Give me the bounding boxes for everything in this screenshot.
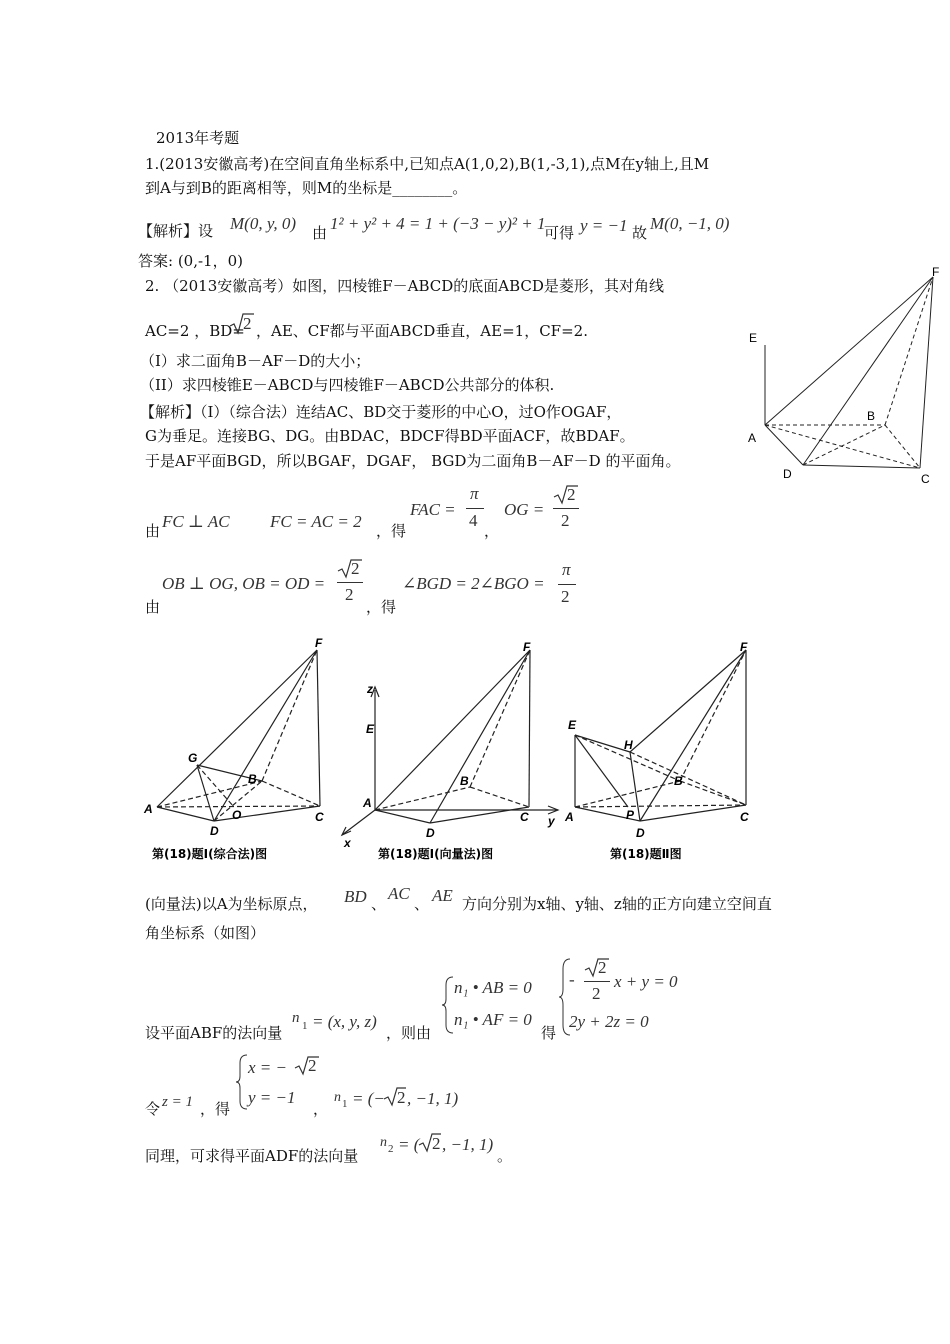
sys2-radicand: 2 xyxy=(598,958,607,977)
q2-sol-line1: 【解析】（I）（综合法）连结AC、BD交于菱形的中心O，过O作OGAF， xyxy=(140,403,622,421)
tongli-text: 同理，可求得平面ADF的法向量 xyxy=(145,1147,359,1165)
fig3-caption: 第(18)题Ⅱ图 xyxy=(610,847,682,861)
ob-radicand: 2 xyxy=(351,559,360,578)
abf-n1xyz: = (x, y, z) xyxy=(312,1012,377,1031)
label-c: C xyxy=(921,472,930,486)
q1-m-result: M(0, −1, 0) xyxy=(650,214,730,233)
vec-line1a: (向量法)以A为坐标原点， xyxy=(145,895,318,913)
page-heading: 2013年考题 xyxy=(156,129,240,147)
pyramid-figure xyxy=(745,260,945,490)
fig1-label-f: F xyxy=(315,636,323,650)
q1-equation: 1² + y² + 4 = 1 + (−3 − y)² + 1 xyxy=(330,214,546,233)
fig2-label-a: A xyxy=(363,796,372,810)
label-f: F xyxy=(932,265,940,279)
og-radicand: 2 xyxy=(567,485,576,504)
sys1-eq1: n₁ • AB = 0 xyxy=(454,978,532,997)
fig3-label-a: A xyxy=(565,810,574,824)
deriv2-ob: OB ⊥ OG, OB = OD = xyxy=(162,574,326,593)
ling: 令 xyxy=(145,1100,161,1118)
q1-m-point: M(0, y, 0) xyxy=(230,214,297,233)
n1-subscript: 1 xyxy=(342,1098,348,1110)
fig1-label-d: D xyxy=(210,824,219,838)
q1-line2: 到A与到B的距离相等，则M的坐标是________。 xyxy=(145,179,468,197)
sqrt2-bd xyxy=(229,312,255,340)
q2-part2: （II）求四棱锥E－ABCD与四棱锥F－ABCD公共部分的体积. xyxy=(140,376,555,394)
fig3-label-p: P xyxy=(626,808,635,822)
frac-bar xyxy=(337,582,363,583)
final-period: 。 xyxy=(497,1147,513,1165)
deriv1-de: ，得 xyxy=(376,522,407,540)
q2-part1: （I）求二面角B－AF－D的大小； xyxy=(140,352,371,370)
fig3-label-h: H xyxy=(624,738,633,752)
og-denominator: 2 xyxy=(561,511,570,530)
frac-four: 4 xyxy=(469,511,478,530)
sys2-denominator: 2 xyxy=(592,984,601,1003)
label-b: B xyxy=(867,409,876,423)
figure-part2 xyxy=(560,635,760,865)
q2-sol-line2: G为垂足。连接BG、DG。由BDAC，BDCF得BD平面ACF，故BDAF。 xyxy=(145,427,635,445)
vec-bd: BD xyxy=(344,887,367,906)
frac-bar xyxy=(466,508,484,509)
deriv2-bgd: ∠BGD = 2∠BGO = xyxy=(402,574,545,593)
deriv1-comma: ， xyxy=(484,522,500,540)
n2-result: = ( xyxy=(398,1135,420,1154)
sys2-eq1-tail: x + y = 0 xyxy=(614,972,678,991)
fig2-label-y: y xyxy=(548,814,555,828)
fig2-label-c: C xyxy=(520,810,529,824)
label-d: D xyxy=(783,467,792,481)
vec-line1b: 方向分别为x轴、y轴、z轴的正方向建立空间直 xyxy=(462,895,772,913)
n2-tail: , −1, 1) xyxy=(442,1135,494,1154)
vec-ae: AE xyxy=(432,886,453,905)
n1-symbol: n xyxy=(334,1090,341,1105)
q1-gu: 故 xyxy=(632,224,648,242)
fig3-label-f: F xyxy=(740,640,748,654)
fig1-label-b: B xyxy=(248,772,257,786)
fig3-label-b: B xyxy=(674,774,683,788)
deriv1-fc-eq: FC = AC = 2 xyxy=(270,512,362,531)
deriv1-fc-perp: FC ⊥ AC xyxy=(162,512,230,531)
abf-text1: 设平面ABF的法向量 xyxy=(145,1024,283,1042)
sys2-eq2: 2y + 2z = 0 xyxy=(569,1012,649,1031)
deriv2-de: ，得 xyxy=(366,598,397,616)
q1-you: 由 xyxy=(312,224,328,242)
n2-symbol: n xyxy=(380,1135,387,1150)
vec-ac: AC xyxy=(388,884,410,903)
sys2-minus: - xyxy=(569,970,575,989)
n2-radicand: 2 xyxy=(432,1134,441,1153)
fig2-caption: 第(18)题Ⅰ(向量法)图 xyxy=(378,847,494,861)
frac-bar xyxy=(553,508,579,509)
q1-y-value: y = −1 xyxy=(580,216,628,235)
frac-pi: π xyxy=(470,484,479,503)
deriv1-you: 由 xyxy=(145,522,161,540)
z-eq-1: z = 1 xyxy=(162,1094,193,1110)
de4: ，得 xyxy=(200,1100,231,1118)
sys1-eq2: n₁ • AF = 0 xyxy=(454,1010,532,1029)
fig3-label-c: C xyxy=(740,810,749,824)
fig2-label-b: B xyxy=(460,774,469,788)
figure-vector xyxy=(330,635,570,865)
q1-kede: 可得 xyxy=(544,224,575,242)
ob-denominator: 2 xyxy=(345,585,354,604)
x-eq: x = − xyxy=(248,1058,287,1077)
abf-de: 得 xyxy=(541,1024,557,1042)
x-radicand: 2 xyxy=(308,1056,317,1075)
fig2-label-x: x xyxy=(344,836,351,850)
n1-tail: , −1, 1) xyxy=(407,1089,459,1108)
sqrt-radicand: 2 xyxy=(243,314,252,333)
fig1-caption: 第(18)题Ⅰ(综合法)图 xyxy=(152,847,268,861)
fig1-label-g: G xyxy=(188,751,198,765)
n-symbol: n xyxy=(292,1010,300,1026)
q1-jiexi-label: 【解析】设 xyxy=(138,222,214,240)
n1-result: = (− xyxy=(352,1089,385,1108)
q2-line1: 2. （2013安徽高考）如图，四棱锥F－ABCD的底面ABCD是菱形，其对角线 xyxy=(145,277,664,295)
comma-sep: ， xyxy=(313,1100,329,1118)
deriv2-you: 由 xyxy=(145,598,161,616)
q2-line2b: ，AE、CF都与平面ABCD垂直，AE=1，CF=2. xyxy=(256,322,588,340)
fig2-label-z: z xyxy=(367,682,373,696)
y-eq: y = −1 xyxy=(248,1088,296,1107)
frac-bar xyxy=(558,584,576,585)
frac-bar xyxy=(584,981,610,982)
fig1-label-a: A xyxy=(144,802,153,816)
vec-sep1: 、 xyxy=(371,895,387,913)
fig2-label-d: D xyxy=(426,826,435,840)
frac-pi: π xyxy=(562,560,571,579)
fig1-label-c: C xyxy=(315,810,324,824)
n2-subscript: 2 xyxy=(388,1143,394,1155)
label-a: A xyxy=(748,431,757,445)
label-e: E xyxy=(749,331,758,345)
fig1-label-o: O xyxy=(232,808,242,822)
fig3-label-d: D xyxy=(636,826,645,840)
q2-sol-line3: 于是AF平面BGD，所以BGAF，DGAF， BGD为二面角B－AF－D 的平面角。 xyxy=(145,452,681,470)
q2-line2a: AC=2 ，BD= xyxy=(145,322,245,340)
fig2-label-e: E xyxy=(366,722,375,736)
abf-text2: ，则由 xyxy=(386,1024,432,1042)
n1-radicand: 2 xyxy=(397,1088,406,1107)
figure-synthetic xyxy=(142,635,342,865)
deriv1-og: OG = xyxy=(504,500,545,519)
n-subscript: 1 xyxy=(302,1020,308,1032)
vec-line2: 角坐标系（如图） xyxy=(145,924,266,942)
vec-sep2: 、 xyxy=(414,895,430,913)
bgd-denominator: 2 xyxy=(561,587,570,606)
q1-answer: 答案: (0,-1，0) xyxy=(138,252,243,270)
fig2-label-f: F xyxy=(523,640,531,654)
deriv1-fac: FAC = xyxy=(410,500,456,519)
fig3-label-e: E xyxy=(568,718,577,732)
q1-line1: 1.(2013安徽高考)在空间直角坐标系中,已知点A(1,0,2),B(1,-3,1),点M在y轴上,且M xyxy=(145,155,710,173)
